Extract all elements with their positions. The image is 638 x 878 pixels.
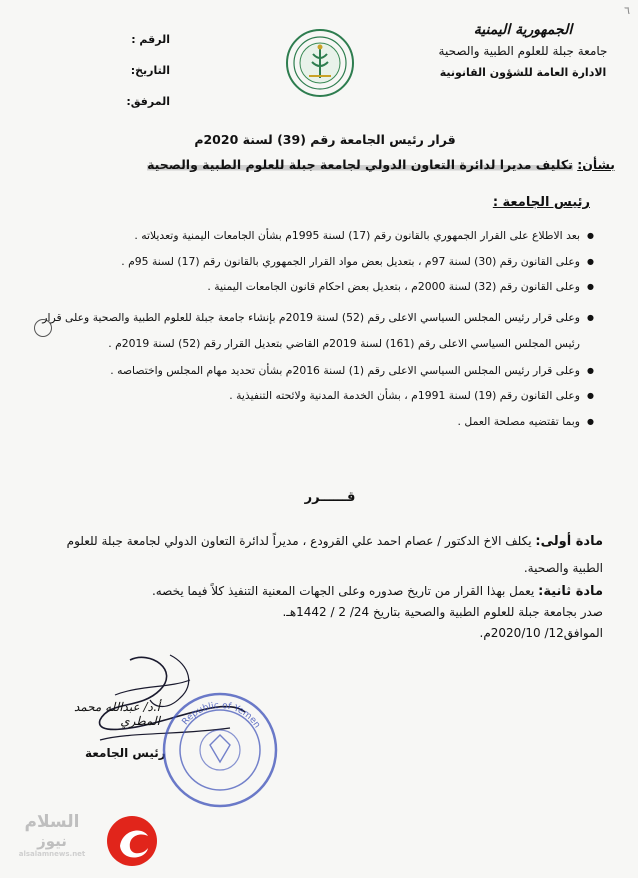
field-attachment-label: المرفق: [126, 95, 170, 108]
watermark-line-1: السلام [24, 812, 80, 832]
list-item: ● وعلى القانون رقم (30) لسنة 97م ، بتعديل بعض مواد القرار الجمهوري بالقانون رقم (17) لسنة 95م . [40, 254, 580, 270]
official-stamp-icon [160, 690, 280, 810]
field-date-label: التاريخ: [130, 64, 170, 77]
watermark-text [12, 812, 92, 858]
signatory-name: أ.د/ عبدالله محمد المطري [73, 700, 160, 728]
signatory-title: رئيس الجامعة [85, 746, 166, 760]
list-item: ● وعلى قرار رئيس المجلس السياسي الاعلى رقم (1) لسنة 2016م بشأن تحديد مهام المجلس واختصاصه . [40, 363, 580, 379]
decision-heading: قــــــرر [304, 490, 356, 505]
stamp-text: Republic of Yemen [180, 700, 262, 731]
page-number: ٦ [624, 4, 630, 17]
watermark-line-2: نيوز [37, 832, 67, 850]
subject-label: بشأن: [577, 157, 615, 172]
article-two [48, 581, 603, 644]
letterhead-fields [60, 24, 170, 117]
recitals-list [40, 228, 596, 439]
list-item: ● بعد الاطلاع على القرار الجمهوري بالقانون رقم (17) لسنة 1995م بشأن الجامعات اليمنية وتعديلاته . [40, 228, 580, 244]
country-line: الجمهورية اليمنية [473, 22, 573, 38]
watermark-line-3: alsalamnews.net [18, 850, 86, 858]
issued-gregorian-line: الموافق12/ 2020/10م. [479, 626, 603, 640]
university-emblem-icon [285, 28, 355, 98]
letterhead-right [438, 20, 608, 83]
university-line: جامعة جبلة للعلوم الطبية والصحية [438, 44, 608, 58]
article-one-text: يكلف الاخ الدكتور / عصام احمد علي القرودع ، مديراً لدائرة التعاون الدولي لجامعة جبلة للعلوم الطبية والصحية. [66, 534, 603, 575]
decision-subject [40, 157, 615, 172]
article-one [48, 528, 603, 581]
decision-title: قرار رئيس الجامعة رقم (39) لسنة 2020م [194, 132, 456, 147]
article-two-label: مادة ثانية: [538, 584, 603, 599]
field-number-label: الرقم : [131, 33, 170, 46]
department-line: الادارة العامة للشؤون القانونية [439, 66, 607, 79]
subject-text: تكليف مديرا لدائرة التعاون الدولي لجامعة جبلة للعلوم الطبية والصحية [147, 157, 573, 172]
president-heading: رئيس الجامعة : [492, 195, 590, 210]
list-item: ● وبما تقتضيه مصلحة العمل . [40, 414, 580, 430]
article-two-text: يعمل بهذا القرار من تاريخ صدوره وعلى الجهات المعنية التنفيذ كلاً فيما يخصه. [151, 584, 535, 598]
list-item: ● وعلى القانون رقم (19) لسنة 1991م ، بشأن الخدمة المدنية ولائحته التنفيذية . [40, 388, 580, 404]
list-item: ● وعلى قرار رئيس المجلس السياسي الاعلى رقم (52) لسنة 2019م بإنشاء جامعة جبلة للعلوم الطبية والصحية وعلى قرار رئيس المجلس السياسي الاعلى رقم (161) لسنة 2019م القاضي بتعديل القرار رقم (52) لسنة 2019م . [40, 305, 580, 357]
article-one-label: مادة أولى: [535, 534, 603, 549]
list-item: ● وعلى القانون رقم (32) لسنة 2000م ، بتعديل بعض احكام قانون الجامعات اليمنية . [40, 279, 580, 295]
issued-line: صدر بجامعة جبلة للعلوم الطبية والصحية بتاريخ 24/ 2 / 1442هـ. [282, 605, 603, 619]
svg-text:Republic of Yemen [181, 701, 262, 730]
